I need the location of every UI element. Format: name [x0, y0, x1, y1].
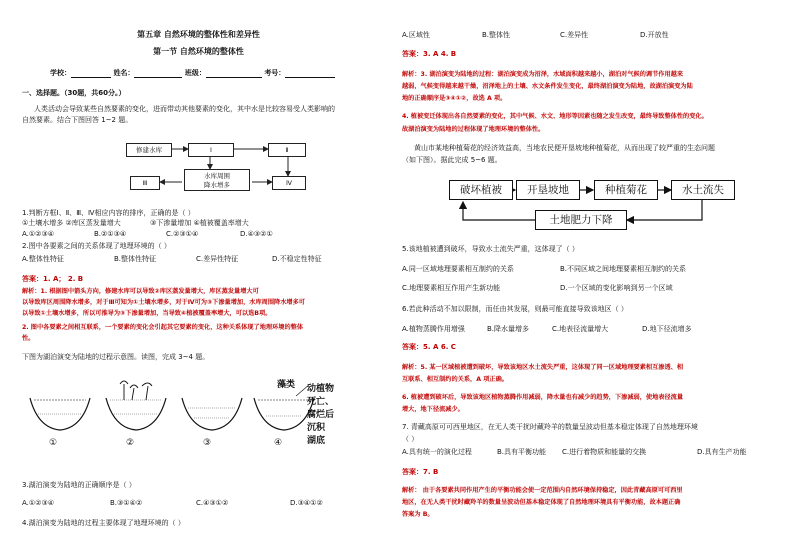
exp1-line-3: 以导致①土壤水增多，所以可推导为③下渗量增加，当导致④植被覆盖率增大，可以选B项。: [22, 310, 272, 317]
lake-intro: 下图为湖泊演变为陆地的过程示意图。读图，完成 3~4 题。: [22, 353, 210, 361]
q2-option-c[interactable]: C.差异性特征: [196, 255, 239, 263]
q2-stem: 2.图中各要素之间的关系体现了地理环境的（ ）: [22, 242, 171, 250]
part1-title: 一、选择题。（30题，共60分。）: [22, 89, 126, 97]
flow1-box-4: Ⅳ: [272, 176, 306, 190]
q3-option-c[interactable]: C.④③①②: [196, 499, 229, 507]
hs-intro-1: 黄山市某地种植菊花的经济效益高，当地农民便开垦坡地种植菊花，从而出现了较严重的生态问题: [414, 144, 715, 152]
intro-line-2: 自然要素。结合下图回答 1~2 题。: [22, 116, 133, 124]
flow2-box-reclaim-slope: 开垦坡地: [516, 180, 580, 200]
q4-option-d[interactable]: D.开放性: [640, 31, 669, 39]
intro-line-1: 人类活动会导致某些自然要素的变化，进而带动其他要素的变化，其中水是比较容易受人类影响的: [34, 105, 335, 113]
q1-option-c[interactable]: C.②③①④: [166, 230, 199, 238]
q6-option-b[interactable]: B.降水量增多: [487, 325, 530, 333]
flow1-box-3: Ⅲ: [130, 176, 160, 190]
q3-stem: 3.湖泊演变为陆地的正确顺序是（ ）: [22, 481, 136, 489]
school-field[interactable]: [71, 70, 111, 78]
q7-stem-1: 7. 青藏高原可可西里地区，在无人类干扰时藏羚羊的数量呈波动但基本稳定体现了自然地理环境: [402, 423, 698, 431]
q2-option-d[interactable]: D.不稳定性特征: [272, 255, 322, 263]
q2-option-b[interactable]: B.整体性特征: [114, 255, 157, 263]
exp6-line-2: 增大，地下径流减少。: [402, 406, 464, 413]
q3-option-b[interactable]: B.③①④②: [110, 499, 143, 507]
flow1-mid-box: 水库周围 降水增多: [184, 169, 250, 191]
exp3-line-3: 地的正确顺序是③④①②，故选 A 项。: [402, 95, 507, 102]
id-field[interactable]: [285, 70, 335, 78]
exp3-line-1: 解析：3. 湖泊演变为陆地的过程：湖泊演变成为沼泽，水域面积越来越小，湖泊对气候的调节作用越来: [402, 71, 684, 78]
flow2-box-plant-chrysanthemum: 种植菊花: [594, 180, 658, 200]
answer-1-2: 答案：1. A； 2. B: [22, 275, 84, 283]
q1-option-a[interactable]: A.①②③④: [22, 230, 54, 238]
lake-label-3: ③: [203, 438, 212, 448]
q5-option-d[interactable]: D.一个区域的变化影响到另一个区域: [560, 284, 673, 292]
flow2-box-destroy-vegetation: 破坏植被: [449, 180, 513, 200]
q5-option-a[interactable]: A.同一区域地理要素相互制约的关系: [402, 265, 514, 273]
flow1-start-box: 修建水库: [126, 143, 172, 157]
flow2-box-fertility-decline: 土地肥力下降: [535, 210, 627, 230]
exp4-line-2: 故湖泊演变为陆地的过程体现了地理环境的整体性。: [402, 126, 545, 133]
q4-option-c[interactable]: C.差异性: [560, 31, 589, 39]
flow1-box-2: Ⅱ: [268, 143, 306, 157]
q6-option-c[interactable]: C.地表径流量增大: [552, 325, 609, 333]
q1-option-b[interactable]: B.②①③④: [94, 230, 127, 238]
exp2-line-2: 性。: [22, 335, 35, 342]
q6-option-d[interactable]: D.地下径流增多: [642, 325, 692, 333]
exp7-line-2: 地区，在无人类干扰时藏羚羊的数量呈波动但基本稳定体现了自然地理环境具有平衡功能，故本题正确: [402, 499, 681, 506]
q1-option-d[interactable]: D.④③②①: [240, 230, 273, 238]
q2-option-a[interactable]: A.整体性特征: [22, 255, 64, 263]
q3-option-a[interactable]: A.①②③④: [22, 499, 54, 507]
q5-option-c[interactable]: C.地理要素相互作用产生新功能: [402, 284, 501, 292]
exp3-line-2: 越弱，气候变得越来越干燥，沼泽地上的土壤、水文条件发生变化，最终湖泊演变为陆地，故湖泊演变为陆: [402, 83, 693, 90]
lake-label-4: ④: [274, 438, 283, 448]
q4-option-b[interactable]: B.整体性: [482, 31, 511, 39]
q1-stem: 1.判断方框Ⅰ、Ⅱ、Ⅲ、Ⅳ相应内容的排序，正确的是（ ）: [22, 209, 195, 217]
flow2-box-soil-erosion: 水土流失: [671, 180, 735, 200]
q4-stem: 4.湖泊演变为陆地的过程主要体现了地理环境的（ ）: [22, 519, 185, 527]
chapter-title: 第五章 自然环境的整体性和差异性: [137, 30, 260, 39]
answer-5-6: 答案：5. A 6. C: [402, 343, 456, 351]
name-field[interactable]: [134, 70, 182, 78]
section-title: 第一节 自然环境的整体性: [153, 47, 244, 56]
exp5-line-1: 解析：5. 某一区域植被遭到破坏，导致该地区水土流失严重，这体现了同一区域地理要素相互渗透、相: [402, 364, 684, 371]
q1-items-2: ③下渗量增加 ④植被覆盖率增大: [150, 219, 249, 227]
exp1-line-1: 解析：1. 根据图中箭头方向，修建水库可以导致②库区蒸发量增大，库区蒸发量增大可: [22, 288, 259, 295]
q1-items-1: ①土壤水增多 ②库区蒸发量增大: [22, 219, 121, 227]
q3-option-d[interactable]: D.③④①②: [290, 499, 323, 507]
q7-option-b[interactable]: B.具有平衡功能: [497, 448, 547, 456]
exp4-line-1: 4. 植被变迁体现出各自然要素的变化，其中气候、水文、地形等因素也随之发生改变，最终导致整体性的变化。: [402, 113, 708, 120]
q6-option-a[interactable]: A.植物蒸腾作用增强: [402, 325, 465, 333]
q5-option-b[interactable]: B.不同区域之间地理要素相互制约的关系: [560, 265, 687, 273]
q6-stem: 6.若此种活动不加以限制，而任由其发展，则最可能直接导致该地区（ ）: [402, 305, 628, 313]
q7-stem-2: （ ）: [402, 435, 419, 443]
header-fields: 学校： 姓名： 班级： 考号：: [50, 69, 335, 78]
exp1-line-2: 以导致库区周围降水增多，对于Ⅲ可知为①土壤水增多，对于Ⅳ可为③下渗量增加，水库周围降水增多可: [22, 299, 305, 306]
flow1-box-1: Ⅰ: [188, 143, 234, 157]
lake-label-2: ②: [126, 438, 135, 448]
q7-option-c[interactable]: C.进行着物质和能量的交换: [562, 448, 647, 456]
exp7-line-1: 解析： 由于各要素共同作用产生的平衡功能会使一定范围内自然环境保持稳定，因此青藏高原可可西里: [402, 487, 683, 494]
q4-option-a[interactable]: A.区域性: [402, 31, 430, 39]
lake-label-1: ①: [49, 438, 58, 448]
exp7-line-3: 答案为 B。: [402, 511, 434, 518]
answer-7: 答案：7. B: [402, 468, 439, 476]
hs-intro-2: （如下图）。据此完成 5~6 题。: [402, 156, 502, 164]
exp2-line-1: 2. 图中各要素之间相互联系，一个要素的变化会引起其它要素的变化，这种关系体现了地理环境的整体: [22, 324, 304, 331]
answer-3-4: 答案：3. A 4. B: [402, 50, 457, 58]
exp6-line-1: 6. 植被遭到破坏后，导致该地区植物蒸腾作用减弱，降水量也有减少的趋势，下渗减弱，使地表径流量: [402, 394, 684, 401]
q7-option-a[interactable]: A.具有统一的演化过程: [402, 448, 472, 456]
exp5-line-2: 互联系、相互制约的关系，A 项正确。: [402, 376, 508, 383]
q7-option-d[interactable]: D.具有生产功能: [697, 448, 747, 456]
q5-stem: 5.该地植被遭到破坏，导致水土流失严重，这体现了（ ）: [402, 245, 579, 253]
class-field[interactable]: [206, 70, 262, 78]
